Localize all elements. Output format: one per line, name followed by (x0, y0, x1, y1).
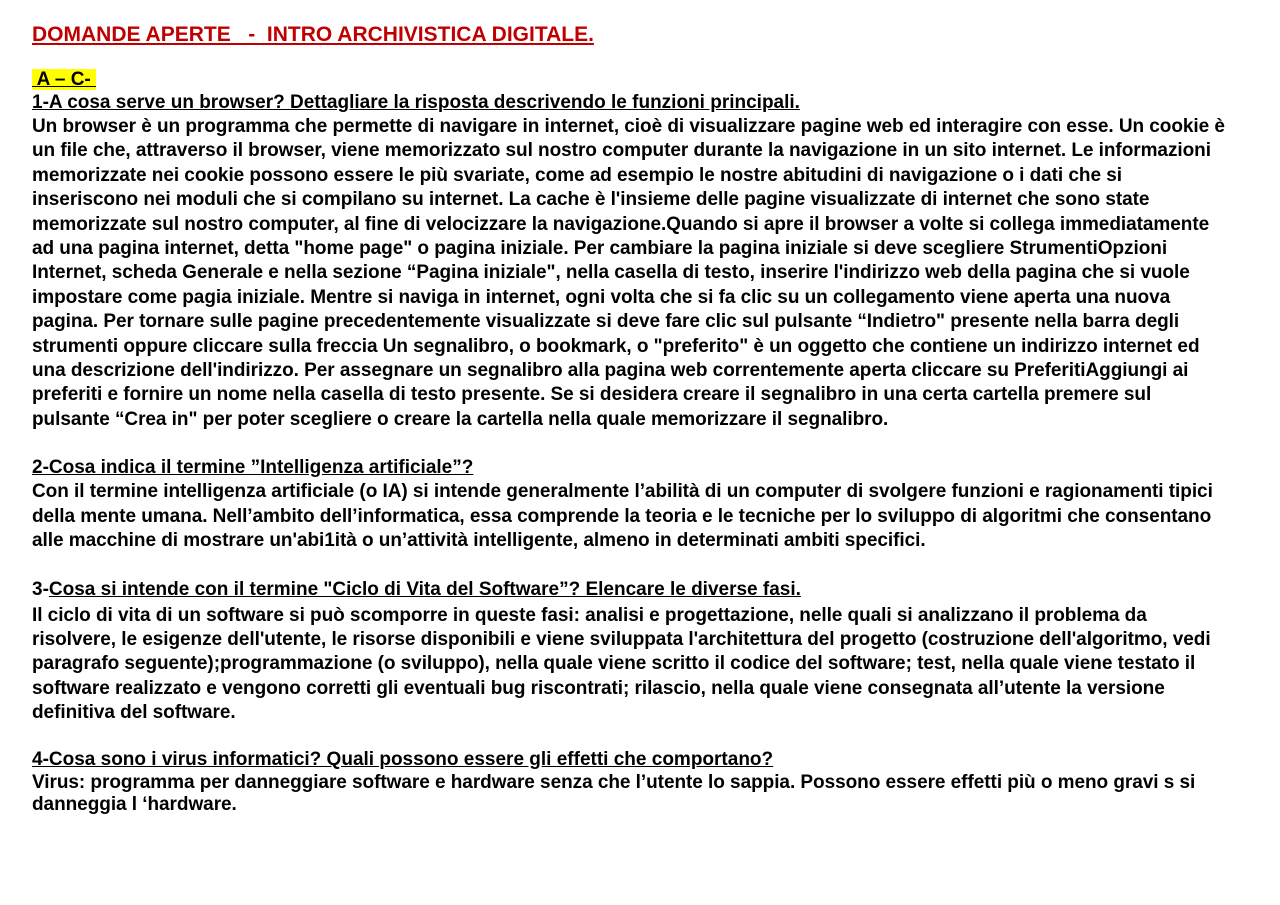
question-1 (32, 91, 1232, 115)
tag-line (32, 68, 1232, 91)
question-3-prefix: 3- (32, 578, 49, 600)
highlight-tag: A – C- (32, 69, 97, 90)
answer-2: Con il termine intelligenza artificiale (o IA) si intende generalmente l’abilità di un computer di svolgere funzioni e ragionamenti tipici della mente umana. Nell’ambito dell’informatica, essa comprende la teoria e le tecniche per lo sviluppo di algoritmi che consentano alle macchine di mostrare un'abi1ità o un’attività intelligente, almeno in determinati ambiti specifici. (32, 481, 1213, 552)
document-title: DOMANDE APERTE - INTRO ARCHIVISTICA DIGITALE. (32, 23, 594, 46)
question-2 (32, 456, 1232, 480)
question-3 (32, 578, 1232, 602)
answer-3: Il ciclo di vita di un software si può scomporre in queste fasi: analisi e progettazione, nelle quali si analizzano il problema da risolvere, le esigenze dell'utente, le risorse disponibili e viene sviluppata l'architettura del progetto (costruzione dell'algoritmo, vedi paragrafo seguente);programmazione (o sviluppo), nella quale viene scritto il codice del software; test, nella quale viene testato il software realizzato e vengono corretti gli eventuali bug riscontrati; rilascio, nella quale viene consegnata all’utente la versione definitiva del software. (32, 604, 1211, 724)
question-1-text: 1-A cosa serve un browser? Dettagliare la risposta descrivendo le funzioni principali. (32, 92, 800, 113)
document-page (32, 20, 1232, 817)
answer-1: Un browser è un programma che permette di navigare in internet, cioè di visualizzare pagine web ed interagire con esse. Un cookie è un file che, attraverso il browser, viene memorizzato sul nostro computer durante la navigazione in un sito internet. Le informazioni memorizzate nei cookie possono essere le più svariate, come ad esempio le nostre abitudini di navigazione o i dati che si inseriscono nei moduli che si compilano su internet. La cache è l'insieme delle pagine visualizzate di internet che sono state memorizzate sul nostro computer, al fine di velocizzare la navigazione.Quando si apre il browser a volte si collega immediatamente ad una pagina internet, detta "home page" o pagina iniziale. Per cambiare la pagina iniziale si deve scegliere StrumentiOpzioni Internet, scheda Generale e nella sezione “Pagina iniziale", nella casella di testo, inserire l'indirizzo web della pagina che si vuole impostare come pagia iniziale. Mentre si naviga in internet, ogni volta che si fa clic su un collegamento viene aperta una nuova pagina. Per tornare sulle pagine precedentemente visualizzate si deve fare clic sul pulsante “Indietro" presente nella barra degli strumenti oppure cliccare sulla freccia Un segnalibro, o bookmark, o "preferito" è un oggetto che contiene un indirizzo internet ed una descrizione dell'indirizzo. Per assegnare un segnalibro alla pagina web correntemente aperta cliccare su PreferitiAggiungi ai preferiti e fornire un nome nella casella di testo presente. Se si desidera creare il segnalibro in una certa cartella premere sul pulsante “Crea in" per poter scegliere o creare la cartella nella quale memorizzare il segnalibro. (32, 116, 1225, 430)
question-3-text: Cosa si intende con il termine "Ciclo di Vita del Software”? Elencare le diverse fasi. (48, 578, 801, 600)
question-4-text: 4-Cosa sono i virus informatici? Quali possono essere gli effetti che comportano? (32, 748, 774, 770)
question-4 (32, 748, 1232, 772)
question-2-text: 2-Cosa indica il termine ”Intelligenza artificiale”? (32, 457, 474, 479)
answer-4: Virus: programma per danneggiare software e hardware senza che l’utente lo sappia. Possono essere effetti più o meno gravi s si danneggia l ‘hardware. (32, 771, 1196, 816)
